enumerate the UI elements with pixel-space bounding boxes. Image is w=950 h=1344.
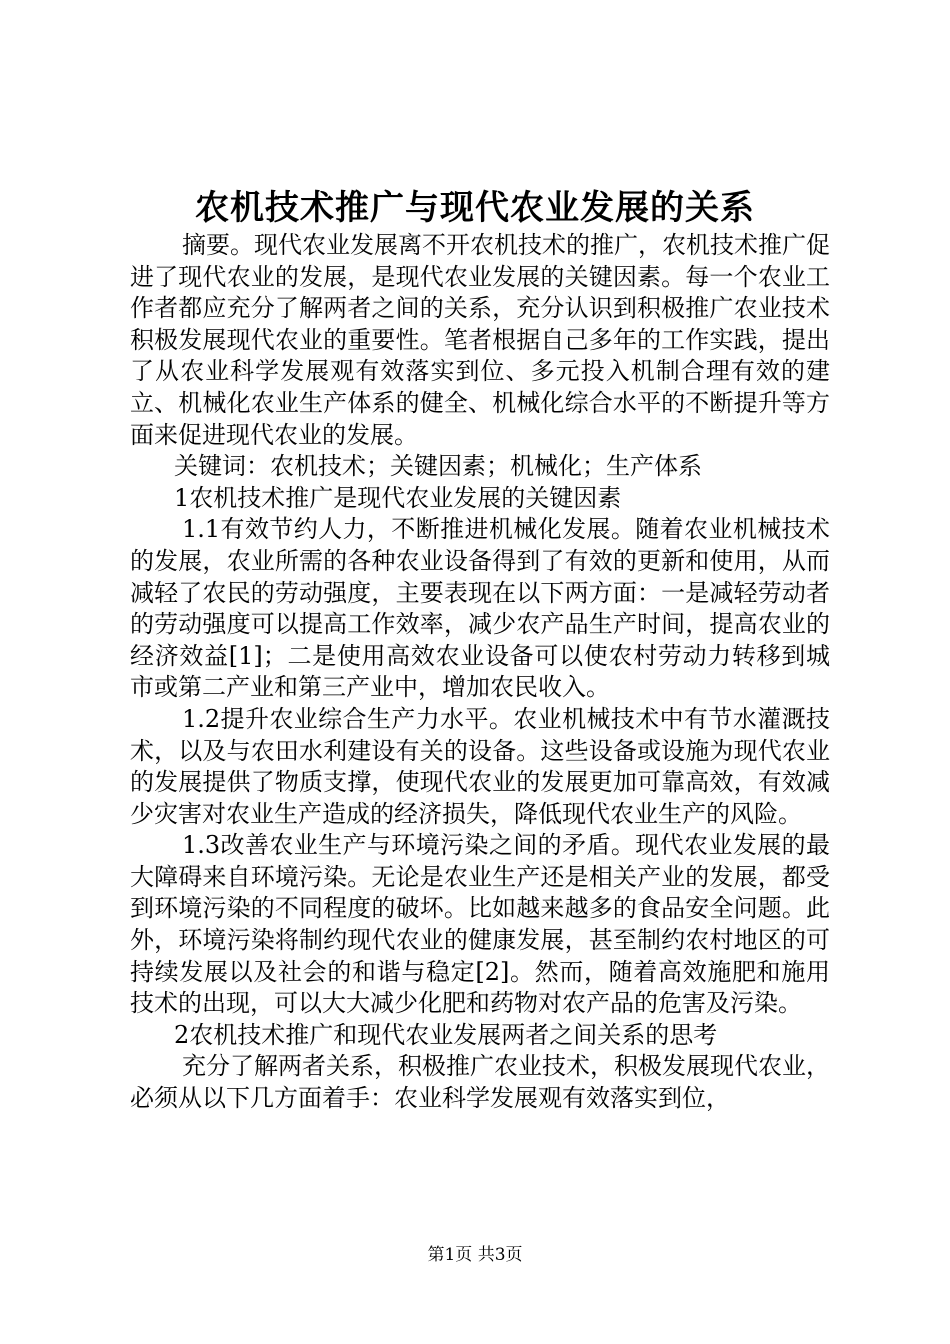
section-heading-2: 2农机技术推广和现代农业发展两者之间关系的思考 <box>174 1020 718 1049</box>
document-title: 农机技术推广与现代农业发展的关系 <box>195 188 755 228</box>
body-paragraph: 1.2提升农业综合生产力水平。农业机械技术中有节水灌溉技术，以及与农田水利建设有关的设备。这些设备或设施为现代农业的发展提供了物质支撑，使现代农业的发展更加可靠高效，有效减少灾害对农业生产造成的经济损失，降低现代农业生产的风险。 <box>130 704 830 828</box>
abstract-paragraph: 摘要。现代农业发展离不开农机技术的推广，农机技术推广促进了现代农业的发展，是现代农业发展的关键因素。每一个农业工作者都应充分了解两者之间的关系，充分认识到积极推广农业技术积极发展现代农业的重要性。笔者根据自己多年的工作实践，提出了从农业科学发展观有效落实到位、多元投入机制合理有效的建立、机械化农业生产体系的健全、机械化综合水平的不断提升等方面来促进现代农业的发展。 <box>130 231 830 449</box>
keywords-line: 关键词：农机技术；关键因素；机械化；生产体系 <box>174 452 702 481</box>
page-number-footer: 第1页 共3页 <box>427 1245 523 1265</box>
document-body <box>130 230 830 1115</box>
body-paragraph: 充分了解两者关系，积极推广农业技术，积极发展现代农业，必须从以下几方面着手：农业科学发展观有效落实到位， <box>130 1052 830 1113</box>
body-paragraph: 1.3改善农业生产与环境污染之间的矛盾。现代农业发展的最大障碍来自环境污染。无论是农业生产还是相关产业的发展，都受到环境污染的不同程度的破坏。比如越来越多的食品安全问题。此外，环境污染将制约现代农业的健康发展，甚至制约农村地区的可持续发展以及社会的和谐与稳定[2]。然而，随着高效施肥和施用技术的出现，可以大大减少化肥和药物对农产品的危害及污染。 <box>130 831 830 1018</box>
section-heading-1: 1农机技术推广是现代农业发展的关键因素 <box>174 483 622 512</box>
body-paragraph: 1.1有效节约人力，不断推进机械化发展。随着农业机械技术的发展，农业所需的各种农业设备得到了有效的更新和使用，从而减轻了农民的劳动强度，主要表现在以下两方面：一是减轻劳动者的劳动强度可以提高工作效率，减少农产品生产时间，提高农业的经济效益[1]；二是使用高效农业设备可以使农村劳动力转移到城市或第二产业和第三产业中，增加农民收入。 <box>130 515 830 702</box>
